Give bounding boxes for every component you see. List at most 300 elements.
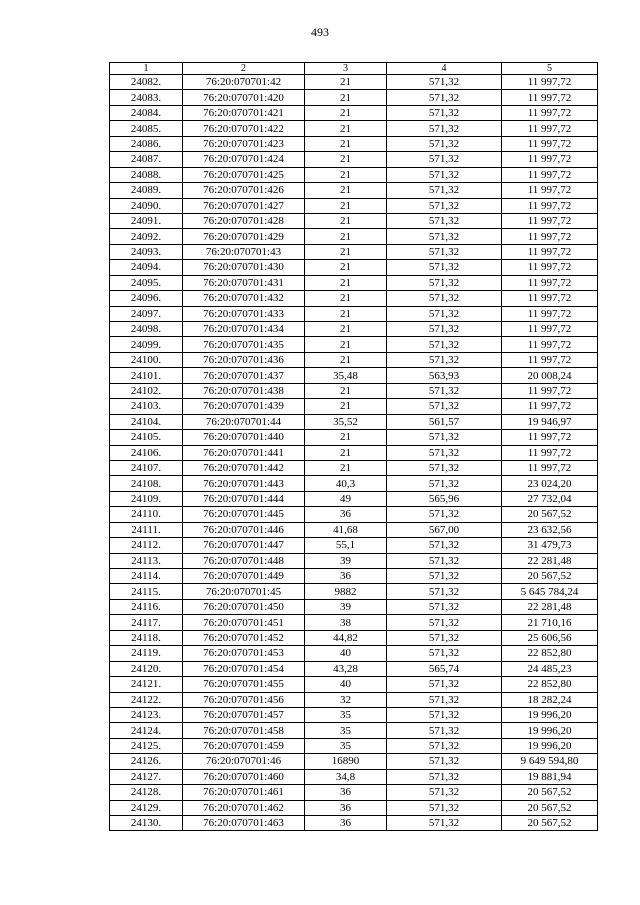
table-row bbox=[110, 105, 598, 120]
value-cell: 18 282,24 bbox=[502, 692, 598, 707]
table-row bbox=[110, 213, 598, 228]
table-row bbox=[110, 723, 598, 738]
rate-cell: 571,32 bbox=[387, 306, 502, 321]
area-cell: 41,68 bbox=[305, 522, 387, 537]
cadastral-number-cell: 76:20:070701:46 bbox=[183, 754, 305, 769]
rate-cell: 571,32 bbox=[387, 615, 502, 630]
cadastral-number-cell: 76:20:070701:445 bbox=[183, 507, 305, 522]
cadastral-number-cell: 76:20:070701:423 bbox=[183, 136, 305, 151]
value-cell: 11 997,72 bbox=[502, 291, 598, 306]
cadastral-number-cell: 76:20:070701:456 bbox=[183, 692, 305, 707]
column-header-4: 4 bbox=[387, 63, 502, 75]
rate-cell: 571,32 bbox=[387, 383, 502, 398]
table-row bbox=[110, 167, 598, 182]
rate-cell: 571,32 bbox=[387, 646, 502, 661]
cadastral-number-cell: 76:20:070701:460 bbox=[183, 769, 305, 784]
value-cell: 19 946,97 bbox=[502, 414, 598, 429]
rate-cell: 571,32 bbox=[387, 677, 502, 692]
rate-cell: 571,32 bbox=[387, 352, 502, 367]
table-header-row bbox=[110, 63, 598, 75]
table-row bbox=[110, 291, 598, 306]
row-number-cell: 24113. bbox=[110, 553, 183, 568]
area-cell: 21 bbox=[305, 291, 387, 306]
cadastral-number-cell: 76:20:070701:457 bbox=[183, 707, 305, 722]
table-row bbox=[110, 383, 598, 398]
table-row bbox=[110, 754, 598, 769]
area-cell: 21 bbox=[305, 244, 387, 259]
value-cell: 21 710,16 bbox=[502, 615, 598, 630]
rate-cell: 571,32 bbox=[387, 167, 502, 182]
area-cell: 35,52 bbox=[305, 414, 387, 429]
row-number-cell: 24111. bbox=[110, 522, 183, 537]
row-number-cell: 24112. bbox=[110, 538, 183, 553]
row-number-cell: 24094. bbox=[110, 260, 183, 275]
cadastral-number-cell: 76:20:070701:431 bbox=[183, 275, 305, 290]
row-number-cell: 24116. bbox=[110, 599, 183, 614]
table-row bbox=[110, 445, 598, 460]
rate-cell: 571,32 bbox=[387, 785, 502, 800]
table-row bbox=[110, 322, 598, 337]
cadastral-number-cell: 76:20:070701:432 bbox=[183, 291, 305, 306]
row-number-cell: 24125. bbox=[110, 738, 183, 753]
rate-cell: 571,32 bbox=[387, 430, 502, 445]
area-cell: 44,82 bbox=[305, 630, 387, 645]
value-cell: 20 567,52 bbox=[502, 507, 598, 522]
rate-cell: 571,32 bbox=[387, 260, 502, 275]
rate-cell: 571,32 bbox=[387, 291, 502, 306]
column-header-1: 1 bbox=[110, 63, 183, 75]
area-cell: 16890 bbox=[305, 754, 387, 769]
rate-cell: 571,32 bbox=[387, 630, 502, 645]
value-cell: 11 997,72 bbox=[502, 244, 598, 259]
table-row bbox=[110, 75, 598, 90]
rate-cell: 565,96 bbox=[387, 491, 502, 506]
value-cell: 11 997,72 bbox=[502, 75, 598, 90]
table-row bbox=[110, 738, 598, 753]
cadastral-number-cell: 76:20:070701:421 bbox=[183, 105, 305, 120]
cadastral-number-cell: 76:20:070701:422 bbox=[183, 121, 305, 136]
area-cell: 9882 bbox=[305, 584, 387, 599]
area-cell: 21 bbox=[305, 275, 387, 290]
value-cell: 11 997,72 bbox=[502, 399, 598, 414]
table-row bbox=[110, 584, 598, 599]
area-cell: 35 bbox=[305, 707, 387, 722]
table-row bbox=[110, 275, 598, 290]
row-number-cell: 24083. bbox=[110, 90, 183, 105]
row-number-cell: 24095. bbox=[110, 275, 183, 290]
cadastral-number-cell: 76:20:070701:426 bbox=[183, 183, 305, 198]
row-number-cell: 24087. bbox=[110, 152, 183, 167]
area-cell: 34,8 bbox=[305, 769, 387, 784]
area-cell: 21 bbox=[305, 167, 387, 182]
rate-cell: 571,32 bbox=[387, 275, 502, 290]
row-number-cell: 24107. bbox=[110, 460, 183, 475]
row-number-cell: 24120. bbox=[110, 661, 183, 676]
cadastral-number-cell: 76:20:070701:43 bbox=[183, 244, 305, 259]
cadastral-number-cell: 76:20:070701:454 bbox=[183, 661, 305, 676]
table-row bbox=[110, 136, 598, 151]
value-cell: 20 567,52 bbox=[502, 785, 598, 800]
table-row bbox=[110, 414, 598, 429]
cadastral-number-cell: 76:20:070701:442 bbox=[183, 460, 305, 475]
value-cell: 22 852,80 bbox=[502, 646, 598, 661]
cadastral-number-cell: 76:20:070701:449 bbox=[183, 569, 305, 584]
row-number-cell: 24093. bbox=[110, 244, 183, 259]
value-cell: 31 479,73 bbox=[502, 538, 598, 553]
rate-cell: 571,32 bbox=[387, 152, 502, 167]
area-cell: 21 bbox=[305, 152, 387, 167]
rate-cell: 571,32 bbox=[387, 322, 502, 337]
value-cell: 20 567,52 bbox=[502, 569, 598, 584]
cadastral-number-cell: 76:20:070701:444 bbox=[183, 491, 305, 506]
area-cell: 21 bbox=[305, 322, 387, 337]
value-cell: 23 024,20 bbox=[502, 476, 598, 491]
rate-cell: 571,32 bbox=[387, 136, 502, 151]
value-cell: 25 606,56 bbox=[502, 630, 598, 645]
table-row bbox=[110, 183, 598, 198]
rate-cell: 571,32 bbox=[387, 121, 502, 136]
rate-cell: 571,32 bbox=[387, 213, 502, 228]
area-cell: 36 bbox=[305, 785, 387, 800]
area-cell: 40 bbox=[305, 677, 387, 692]
row-number-cell: 24130. bbox=[110, 816, 183, 831]
column-header-2: 2 bbox=[183, 63, 305, 75]
table-row bbox=[110, 707, 598, 722]
area-cell: 21 bbox=[305, 260, 387, 275]
value-cell: 11 997,72 bbox=[502, 167, 598, 182]
row-number-cell: 24122. bbox=[110, 692, 183, 707]
table-row bbox=[110, 306, 598, 321]
area-cell: 21 bbox=[305, 399, 387, 414]
row-number-cell: 24090. bbox=[110, 198, 183, 213]
area-cell: 36 bbox=[305, 569, 387, 584]
value-cell: 11 997,72 bbox=[502, 337, 598, 352]
row-number-cell: 24097. bbox=[110, 306, 183, 321]
row-number-cell: 24084. bbox=[110, 105, 183, 120]
area-cell: 21 bbox=[305, 352, 387, 367]
row-number-cell: 24101. bbox=[110, 368, 183, 383]
rate-cell: 567,00 bbox=[387, 522, 502, 537]
rate-cell: 571,32 bbox=[387, 754, 502, 769]
cadastral-number-cell: 76:20:070701:448 bbox=[183, 553, 305, 568]
area-cell: 21 bbox=[305, 105, 387, 120]
table-row bbox=[110, 244, 598, 259]
table-row bbox=[110, 460, 598, 475]
table-row bbox=[110, 692, 598, 707]
value-cell: 19 996,20 bbox=[502, 723, 598, 738]
value-cell: 11 997,72 bbox=[502, 322, 598, 337]
table-row bbox=[110, 785, 598, 800]
area-cell: 35 bbox=[305, 738, 387, 753]
rate-cell: 571,32 bbox=[387, 244, 502, 259]
cadastral-number-cell: 76:20:070701:427 bbox=[183, 198, 305, 213]
row-number-cell: 24128. bbox=[110, 785, 183, 800]
row-number-cell: 24123. bbox=[110, 707, 183, 722]
area-cell: 32 bbox=[305, 692, 387, 707]
value-cell: 11 997,72 bbox=[502, 275, 598, 290]
cadastral-number-cell: 76:20:070701:440 bbox=[183, 430, 305, 445]
table-row bbox=[110, 476, 598, 491]
value-cell: 11 997,72 bbox=[502, 90, 598, 105]
table-row bbox=[110, 677, 598, 692]
area-cell: 35 bbox=[305, 723, 387, 738]
area-cell: 35,48 bbox=[305, 368, 387, 383]
data-table bbox=[109, 62, 598, 831]
rate-cell: 561,57 bbox=[387, 414, 502, 429]
row-number-cell: 24127. bbox=[110, 769, 183, 784]
row-number-cell: 24108. bbox=[110, 476, 183, 491]
value-cell: 11 997,72 bbox=[502, 136, 598, 151]
value-cell: 11 997,72 bbox=[502, 445, 598, 460]
cadastral-number-cell: 76:20:070701:452 bbox=[183, 630, 305, 645]
cadastral-number-cell: 76:20:070701:438 bbox=[183, 383, 305, 398]
cadastral-number-cell: 76:20:070701:461 bbox=[183, 785, 305, 800]
cadastral-number-cell: 76:20:070701:420 bbox=[183, 90, 305, 105]
area-cell: 55,1 bbox=[305, 538, 387, 553]
row-number-cell: 24105. bbox=[110, 430, 183, 445]
area-cell: 21 bbox=[305, 445, 387, 460]
cadastral-number-cell: 76:20:070701:453 bbox=[183, 646, 305, 661]
value-cell: 19 996,20 bbox=[502, 738, 598, 753]
cadastral-number-cell: 76:20:070701:44 bbox=[183, 414, 305, 429]
rate-cell: 571,32 bbox=[387, 507, 502, 522]
value-cell: 11 997,72 bbox=[502, 213, 598, 228]
rate-cell: 571,32 bbox=[387, 816, 502, 831]
value-cell: 20 008,24 bbox=[502, 368, 598, 383]
row-number-cell: 24096. bbox=[110, 291, 183, 306]
row-number-cell: 24115. bbox=[110, 584, 183, 599]
area-cell: 21 bbox=[305, 198, 387, 213]
table-row bbox=[110, 90, 598, 105]
row-number-cell: 24129. bbox=[110, 800, 183, 815]
cadastral-number-cell: 76:20:070701:462 bbox=[183, 800, 305, 815]
table-row bbox=[110, 337, 598, 352]
area-cell: 38 bbox=[305, 615, 387, 630]
value-cell: 19 996,20 bbox=[502, 707, 598, 722]
table-body bbox=[110, 75, 598, 831]
value-cell: 19 881,94 bbox=[502, 769, 598, 784]
rate-cell: 571,32 bbox=[387, 538, 502, 553]
table-row bbox=[110, 152, 598, 167]
rate-cell: 571,32 bbox=[387, 707, 502, 722]
area-cell: 21 bbox=[305, 229, 387, 244]
cadastral-number-cell: 76:20:070701:451 bbox=[183, 615, 305, 630]
area-cell: 21 bbox=[305, 183, 387, 198]
rate-cell: 571,32 bbox=[387, 553, 502, 568]
rate-cell: 571,32 bbox=[387, 460, 502, 475]
value-cell: 11 997,72 bbox=[502, 121, 598, 136]
rate-cell: 571,32 bbox=[387, 445, 502, 460]
cadastral-number-cell: 76:20:070701:459 bbox=[183, 738, 305, 753]
rate-cell: 571,32 bbox=[387, 75, 502, 90]
value-cell: 27 732,04 bbox=[502, 491, 598, 506]
area-cell: 36 bbox=[305, 800, 387, 815]
rate-cell: 571,32 bbox=[387, 769, 502, 784]
cadastral-number-cell: 76:20:070701:437 bbox=[183, 368, 305, 383]
row-number-cell: 24086. bbox=[110, 136, 183, 151]
table-row bbox=[110, 491, 598, 506]
table-row bbox=[110, 646, 598, 661]
table-row bbox=[110, 121, 598, 136]
table-row bbox=[110, 769, 598, 784]
cadastral-number-cell: 76:20:070701:429 bbox=[183, 229, 305, 244]
row-number-cell: 24124. bbox=[110, 723, 183, 738]
cadastral-number-cell: 76:20:070701:446 bbox=[183, 522, 305, 537]
rate-cell: 571,32 bbox=[387, 229, 502, 244]
row-number-cell: 24100. bbox=[110, 352, 183, 367]
cadastral-number-cell: 76:20:070701:42 bbox=[183, 75, 305, 90]
table-row bbox=[110, 538, 598, 553]
area-cell: 21 bbox=[305, 337, 387, 352]
cadastral-number-cell: 76:20:070701:424 bbox=[183, 152, 305, 167]
row-number-cell: 24110. bbox=[110, 507, 183, 522]
cadastral-number-cell: 76:20:070701:428 bbox=[183, 213, 305, 228]
row-number-cell: 24117. bbox=[110, 615, 183, 630]
cadastral-number-cell: 76:20:070701:463 bbox=[183, 816, 305, 831]
value-cell: 24 485,23 bbox=[502, 661, 598, 676]
rate-cell: 571,32 bbox=[387, 198, 502, 213]
cadastral-number-cell: 76:20:070701:450 bbox=[183, 599, 305, 614]
value-cell: 11 997,72 bbox=[502, 260, 598, 275]
area-cell: 21 bbox=[305, 306, 387, 321]
table-row bbox=[110, 661, 598, 676]
cadastral-number-cell: 76:20:070701:436 bbox=[183, 352, 305, 367]
value-cell: 11 997,72 bbox=[502, 183, 598, 198]
rate-cell: 571,32 bbox=[387, 476, 502, 491]
area-cell: 21 bbox=[305, 460, 387, 475]
page-number: 493 bbox=[311, 25, 329, 39]
row-number-cell: 24102. bbox=[110, 383, 183, 398]
cadastral-number-cell: 76:20:070701:439 bbox=[183, 399, 305, 414]
rate-cell: 571,32 bbox=[387, 692, 502, 707]
area-cell: 40 bbox=[305, 646, 387, 661]
area-cell: 39 bbox=[305, 553, 387, 568]
rate-cell: 571,32 bbox=[387, 105, 502, 120]
table-row bbox=[110, 615, 598, 630]
rate-cell: 571,32 bbox=[387, 738, 502, 753]
cadastral-number-cell: 76:20:070701:441 bbox=[183, 445, 305, 460]
table-row bbox=[110, 229, 598, 244]
cadastral-number-cell: 76:20:070701:455 bbox=[183, 677, 305, 692]
table-row bbox=[110, 430, 598, 445]
value-cell: 11 997,72 bbox=[502, 198, 598, 213]
value-cell: 22 281,48 bbox=[502, 599, 598, 614]
cadastral-number-cell: 76:20:070701:435 bbox=[183, 337, 305, 352]
area-cell: 36 bbox=[305, 816, 387, 831]
value-cell: 11 997,72 bbox=[502, 306, 598, 321]
cadastral-number-cell: 76:20:070701:433 bbox=[183, 306, 305, 321]
table-row bbox=[110, 352, 598, 367]
area-cell: 36 bbox=[305, 507, 387, 522]
cadastral-number-cell: 76:20:070701:425 bbox=[183, 167, 305, 182]
value-cell: 11 997,72 bbox=[502, 352, 598, 367]
value-cell: 11 997,72 bbox=[502, 105, 598, 120]
row-number-cell: 24121. bbox=[110, 677, 183, 692]
table-row bbox=[110, 368, 598, 383]
column-header-3: 3 bbox=[305, 63, 387, 75]
row-number-cell: 24089. bbox=[110, 183, 183, 198]
row-number-cell: 24098. bbox=[110, 322, 183, 337]
value-cell: 11 997,72 bbox=[502, 460, 598, 475]
area-cell: 40,3 bbox=[305, 476, 387, 491]
value-cell: 20 567,52 bbox=[502, 800, 598, 815]
area-cell: 21 bbox=[305, 136, 387, 151]
table-row bbox=[110, 522, 598, 537]
cadastral-number-cell: 76:20:070701:443 bbox=[183, 476, 305, 491]
area-cell: 39 bbox=[305, 599, 387, 614]
rate-cell: 571,32 bbox=[387, 723, 502, 738]
rate-cell: 565,74 bbox=[387, 661, 502, 676]
rate-cell: 571,32 bbox=[387, 183, 502, 198]
table-row bbox=[110, 399, 598, 414]
table-row bbox=[110, 800, 598, 815]
row-number-cell: 24114. bbox=[110, 569, 183, 584]
table-row bbox=[110, 630, 598, 645]
row-number-cell: 24099. bbox=[110, 337, 183, 352]
row-number-cell: 24103. bbox=[110, 399, 183, 414]
area-cell: 43,28 bbox=[305, 661, 387, 676]
row-number-cell: 24106. bbox=[110, 445, 183, 460]
table-row bbox=[110, 553, 598, 568]
value-cell: 11 997,72 bbox=[502, 383, 598, 398]
value-cell: 11 997,72 bbox=[502, 229, 598, 244]
cadastral-number-cell: 76:20:070701:458 bbox=[183, 723, 305, 738]
area-cell: 21 bbox=[305, 75, 387, 90]
area-cell: 21 bbox=[305, 213, 387, 228]
area-cell: 21 bbox=[305, 121, 387, 136]
row-number-cell: 24126. bbox=[110, 754, 183, 769]
rate-cell: 571,32 bbox=[387, 599, 502, 614]
table-row bbox=[110, 507, 598, 522]
table-row bbox=[110, 198, 598, 213]
row-number-cell: 24092. bbox=[110, 229, 183, 244]
area-cell: 21 bbox=[305, 430, 387, 445]
row-number-cell: 24119. bbox=[110, 646, 183, 661]
area-cell: 21 bbox=[305, 90, 387, 105]
row-number-cell: 24109. bbox=[110, 491, 183, 506]
value-cell: 20 567,52 bbox=[502, 816, 598, 831]
row-number-cell: 24088. bbox=[110, 167, 183, 182]
rate-cell: 571,32 bbox=[387, 90, 502, 105]
column-header-5: 5 bbox=[502, 63, 598, 75]
rate-cell: 571,32 bbox=[387, 569, 502, 584]
value-cell: 5 645 784,24 bbox=[502, 584, 598, 599]
area-cell: 49 bbox=[305, 491, 387, 506]
cadastral-number-cell: 76:20:070701:430 bbox=[183, 260, 305, 275]
table-row bbox=[110, 260, 598, 275]
row-number-cell: 24118. bbox=[110, 630, 183, 645]
rate-cell: 563,93 bbox=[387, 368, 502, 383]
cadastral-number-cell: 76:20:070701:434 bbox=[183, 322, 305, 337]
value-cell: 11 997,72 bbox=[502, 152, 598, 167]
value-cell: 11 997,72 bbox=[502, 430, 598, 445]
table-row bbox=[110, 569, 598, 584]
row-number-cell: 24091. bbox=[110, 213, 183, 228]
cadastral-number-cell: 76:20:070701:45 bbox=[183, 584, 305, 599]
value-cell: 23 632,56 bbox=[502, 522, 598, 537]
table-row bbox=[110, 816, 598, 831]
value-cell: 22 281,48 bbox=[502, 553, 598, 568]
value-cell: 9 649 594,80 bbox=[502, 754, 598, 769]
cadastral-number-cell: 76:20:070701:447 bbox=[183, 538, 305, 553]
table-row bbox=[110, 599, 598, 614]
row-number-cell: 24082. bbox=[110, 75, 183, 90]
rate-cell: 571,32 bbox=[387, 337, 502, 352]
rate-cell: 571,32 bbox=[387, 584, 502, 599]
value-cell: 22 852,80 bbox=[502, 677, 598, 692]
area-cell: 21 bbox=[305, 383, 387, 398]
rate-cell: 571,32 bbox=[387, 800, 502, 815]
